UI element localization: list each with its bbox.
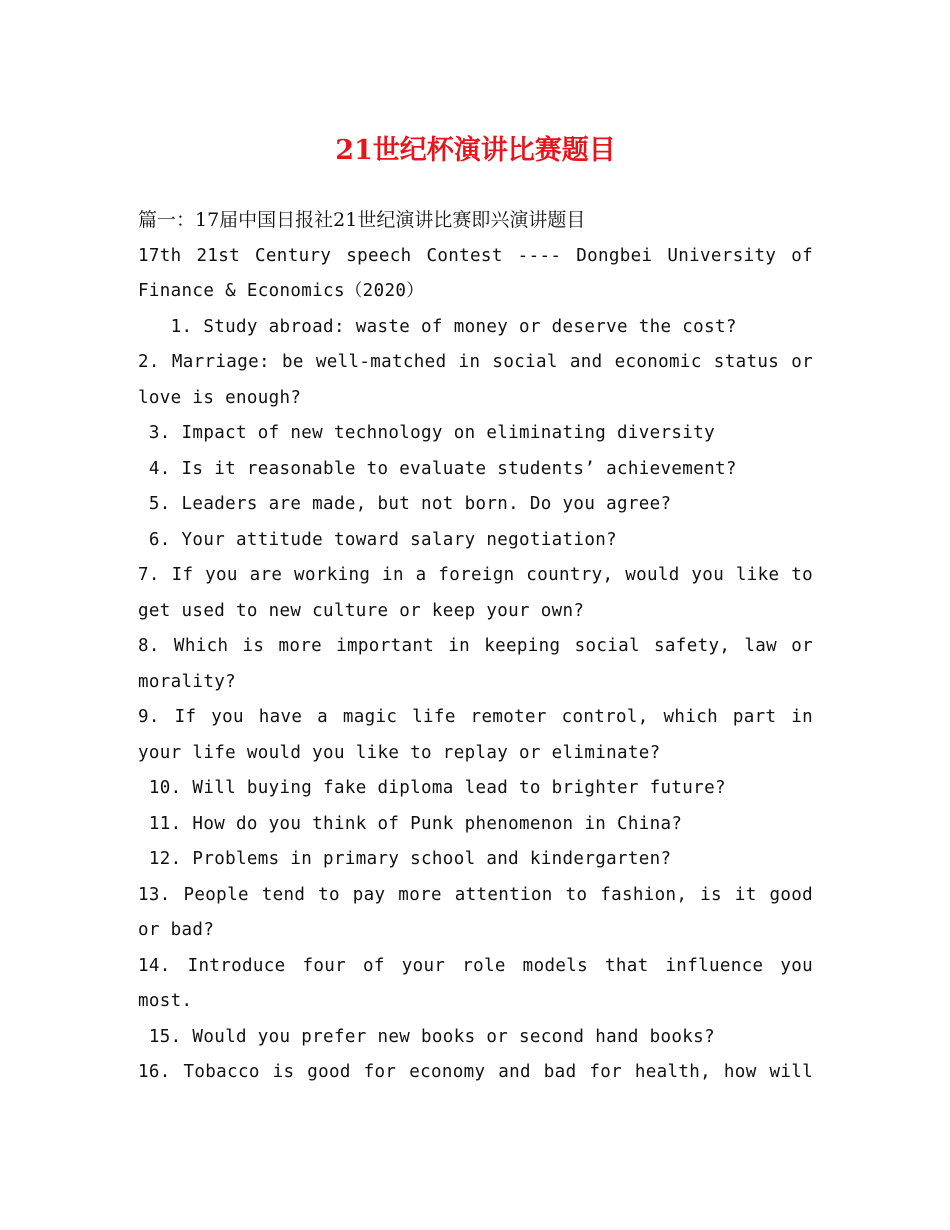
- topic-line: 16. Tobacco is good for economy and bad for health, how will: [138, 1062, 813, 1082]
- topic-line: or bad?: [138, 920, 215, 940]
- topic-line: 13. People tend to pay more attention to fashion, is it good: [138, 884, 813, 905]
- contest-line: 17th 21st Century speech Contest ---- Dongbei University of: [138, 245, 813, 266]
- topic-line: 10. Will buying fake diploma lead to brighter future?: [138, 778, 726, 798]
- topic-line: 8. Which is more important in keeping social safety, law or: [138, 636, 813, 656]
- contest-line: Finance & Economics（2020）: [138, 281, 425, 301]
- topic-line: love is enough?: [138, 387, 302, 408]
- topic-line: 2. Marriage: be well-matched in social and economic status or: [138, 352, 813, 372]
- topic-line: 1. Study abroad: waste of money or deserve the cost?: [138, 316, 737, 337]
- document-title: 21世纪杯演讲比赛题目: [335, 135, 616, 166]
- topic-line: 6. Your attitude toward salary negotiation?: [138, 529, 617, 550]
- topic-line: your life would you like to replay or eliminate?: [138, 742, 661, 763]
- topic-line: 14. Introduce four of your role models that influence you: [138, 955, 813, 976]
- topic-line: morality?: [138, 671, 236, 692]
- topic-line: 12. Problems in primary school and kindergarten?: [138, 849, 672, 869]
- document-body: [138, 203, 813, 1091]
- section-heading: 篇一：17届中国日报社21世纪演讲比赛即兴演讲题目: [138, 209, 586, 231]
- topic-line: get used to new culture or keep your own?: [138, 600, 585, 621]
- topic-line: 7. If you are working in a foreign country, would you like to: [138, 565, 813, 585]
- topic-line: most.: [138, 991, 193, 1011]
- topic-line: 11. How do you think of Punk phenomenon in China?: [138, 813, 683, 834]
- topic-line: 5. Leaders are made, but not born. Do you agree?: [138, 494, 672, 514]
- topic-line: 3. Impact of new technology on eliminating diversity: [138, 423, 715, 443]
- topic-line: 4. Is it reasonable to evaluate students’ achievement?: [138, 458, 737, 479]
- topic-line: 15. Would you prefer new books or second hand books?: [138, 1026, 715, 1047]
- topic-line: 9. If you have a magic life remoter control, which part in: [138, 707, 813, 727]
